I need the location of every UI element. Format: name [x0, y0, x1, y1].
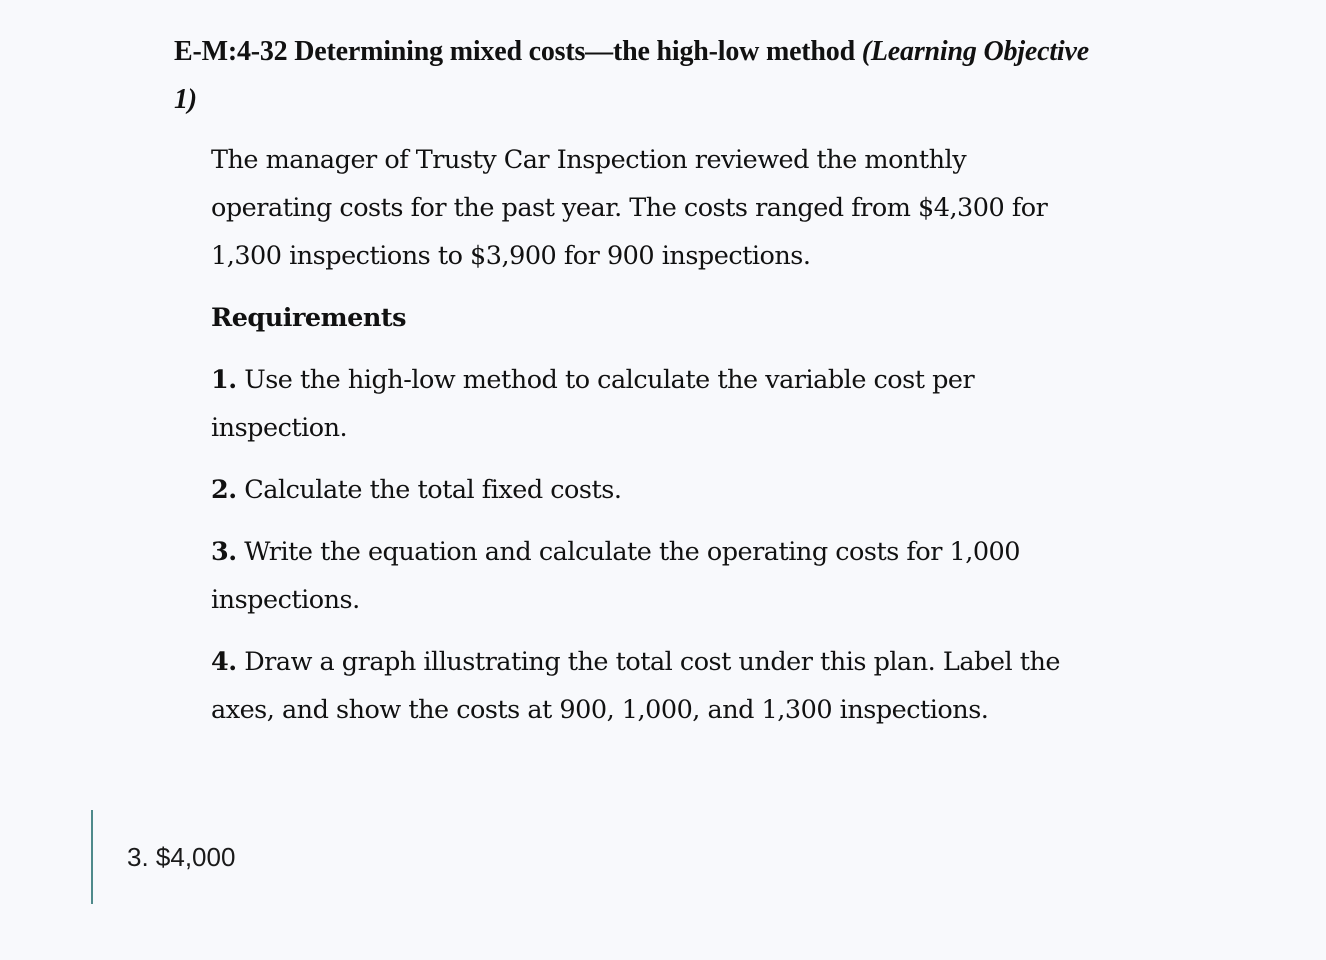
requirement-number: 2. — [211, 475, 237, 505]
requirements-heading: Requirements — [211, 303, 407, 333]
exercise-body — [211, 136, 1091, 734]
requirement-item-2 — [211, 466, 1091, 514]
requirement-text: Use the high-low method to calculate the variable cost per inspection. — [211, 365, 975, 443]
exercise-intro: The manager of Trusty Car Inspection reviewed the monthly operating costs for the past year. The costs ranged from $4,300 for 1,300 inspections to $3,900 for 900 inspections. — [211, 145, 1048, 271]
learning-objective: (Learning Objective 1) — [174, 36, 1089, 115]
requirement-text: Write the equation and calculate the operating costs for 1,000 inspections. — [211, 537, 1021, 615]
answer-accent-bar — [91, 810, 93, 904]
requirement-number: 3. — [211, 537, 237, 567]
requirement-number: 1. — [211, 365, 237, 395]
requirement-text: Calculate the total fixed costs. — [236, 475, 622, 505]
requirement-text: Draw a graph illustrating the total cost under this plan. Label the axes, and show the costs at 900, 1,000, and 1,300 inspections. — [211, 647, 1060, 725]
exercise-title — [174, 28, 1104, 124]
answer-text: 3. $4,000 — [127, 842, 236, 872]
requirement-item-1 — [211, 356, 1091, 452]
exercise-title-main: E-M:4-32 Determining mixed costs—the high-low method — [174, 36, 862, 67]
requirement-item-3 — [211, 528, 1091, 624]
requirement-number: 4. — [211, 647, 237, 677]
requirement-item-4 — [211, 638, 1091, 734]
